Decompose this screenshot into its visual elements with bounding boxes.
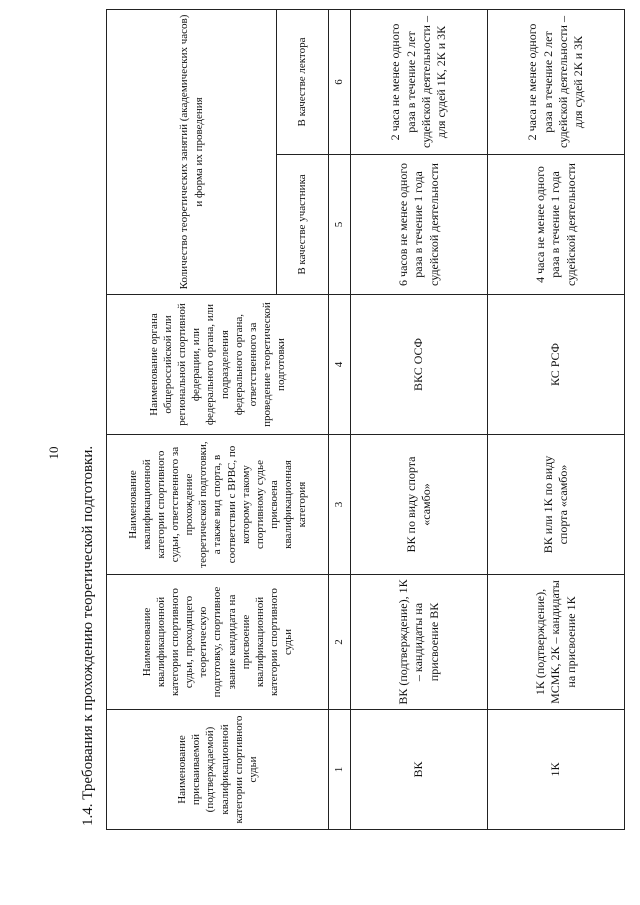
header-col6: В качестве лектора [277, 9, 329, 154]
cell-organ: КС РСФ [488, 295, 625, 435]
cell-category: 1К [488, 710, 625, 830]
table-row [488, 9, 625, 829]
requirements-table [106, 9, 625, 830]
cell-lecturer-hours: 2 часа не менее одного раза в течение 2 лет судейской деятельности – для судей 2К и 3К [488, 9, 625, 154]
column-number: 6 [329, 9, 351, 154]
cell-trainee: ВК (подтверждение), 1К – кандидаты на присвоение ВК [351, 575, 488, 710]
cell-responsible: ВК по виду спорта «самбо» [351, 435, 488, 575]
column-number-row [329, 9, 351, 829]
column-number: 3 [329, 435, 351, 575]
header-col1: Наименование присваиваемой (подтверждаемой) квалификационной категории спортивного судьи [107, 710, 329, 830]
header-col4: Наименование органа общероссийской или региональной спортивной федерации, или федерального органа, или подразделения федерального органа, ответственного за проведение теоретической подготовки [107, 295, 329, 435]
cell-responsible: ВК или 1К по виду спорта «самбо» [488, 435, 625, 575]
column-number: 2 [329, 575, 351, 710]
cell-trainee: 1К (подтверждение), МСМК, 2К – кандидаты на присвоение 1К [488, 575, 625, 710]
header-col5: В качестве участника [277, 155, 329, 295]
cell-participant-hours: 6 часов не менее одного раза в течение 1 года судейской деятельности [351, 155, 488, 295]
header-col2: Наименование квалификационной категории спортивного судьи, проходящего теоретическую подготовку, спортивное звание кандидата на присвоение квалификационной категории спортивного судьи [107, 575, 329, 710]
page-number: 10 [46, 446, 61, 460]
cell-lecturer-hours: 2 часа не менее одного раза в течение 2 лет судейской деятельности – для судей 1К, 2К и 3К [351, 9, 488, 154]
cell-organ: ВКС ОСФ [351, 295, 488, 435]
header-col3: Наименование квалификационной категории спортивного судьи, ответственного за прохождение теоретической подготовки, а также вид спорта, в соответствии с ВРВС, по которому такому спортивному судье присвоена квалификационная категория [107, 435, 329, 575]
section-title: 1.4. Требования к прохождению теоретической подготовки. [80, 445, 96, 826]
column-number: 1 [329, 710, 351, 830]
cell-participant-hours: 4 часа не менее одного раза в течение 1 года судейской деятельности [488, 155, 625, 295]
table-header-row [107, 9, 277, 829]
column-number: 5 [329, 155, 351, 295]
rotated-page-content [76, 10, 596, 830]
header-col56: Количество теоретических занятий (академических часов) и форма их проведения [107, 9, 277, 294]
table-row [351, 9, 488, 829]
column-number: 4 [329, 295, 351, 435]
cell-category: ВК [351, 710, 488, 830]
